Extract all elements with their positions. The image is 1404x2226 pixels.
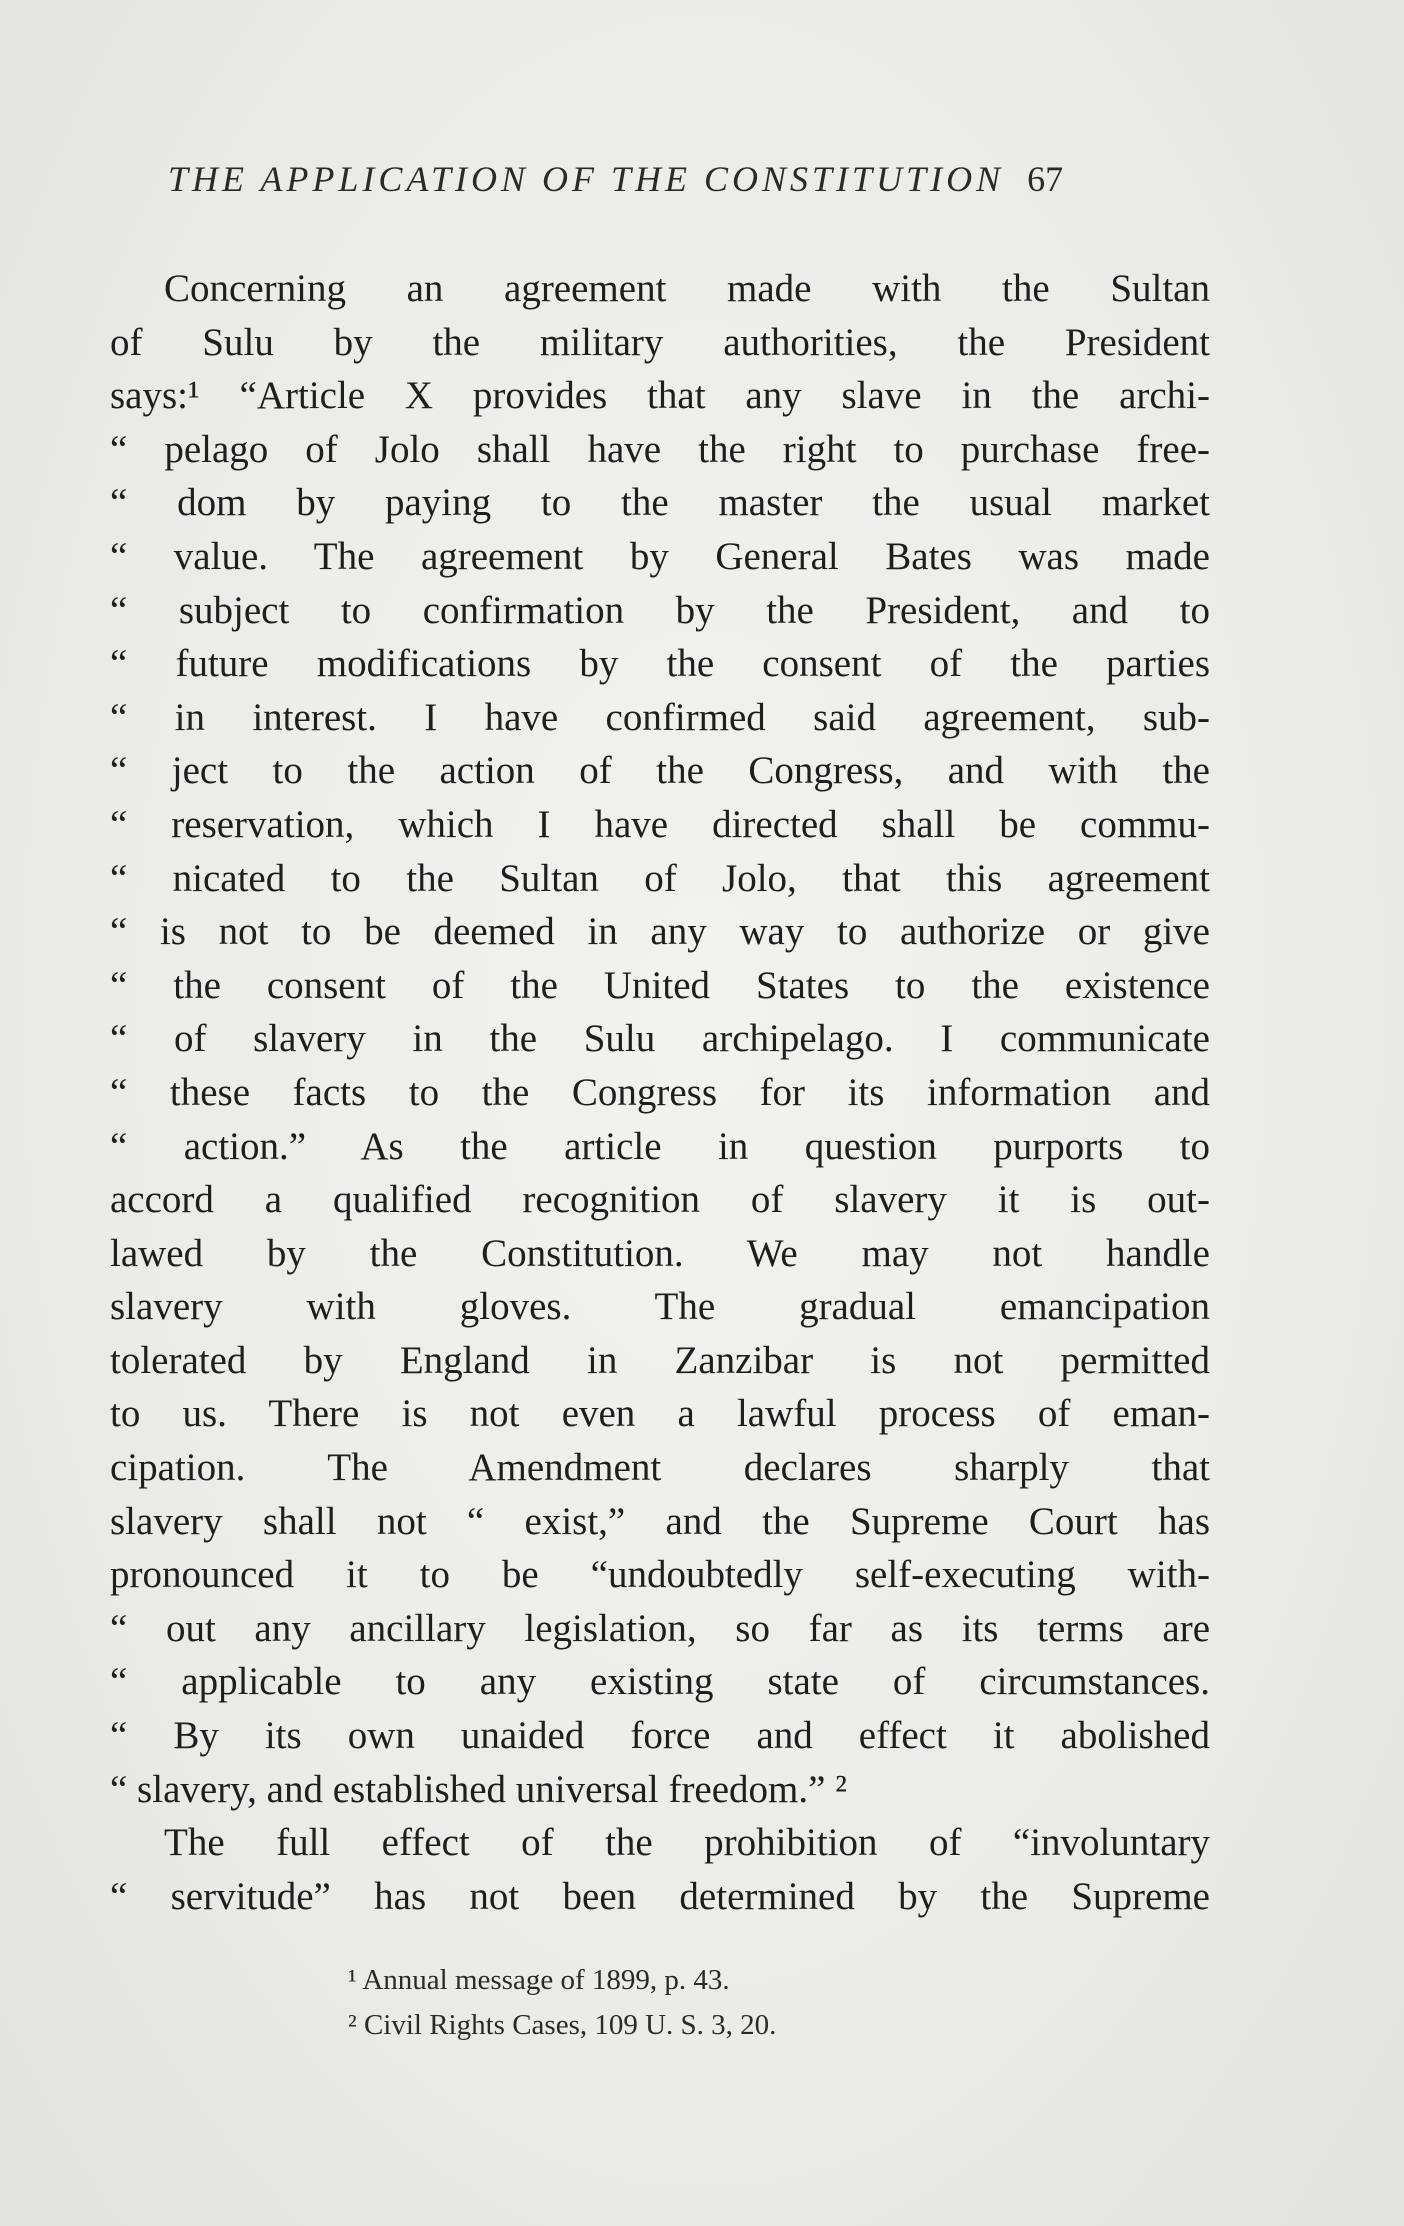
text-line: The full effect of the prohibition of “involuntary [164,1821,1210,1865]
text-line: tolerated by England in Zanzibar is not permitted [110,1338,1210,1382]
text-line: “ future modifications by the consent of the parties [110,642,1210,686]
text-line: “ nicated to the Sultan of Jolo, that this agreement [110,856,1210,900]
body-text [110,262,1210,1923]
text-line: Concerning an agreement made with the Sultan [164,267,1210,310]
running-head [168,158,1208,200]
text-line: to us. There is not even a lawful process of eman- [110,1392,1210,1436]
text-line: says:¹ “Article X provides that any slave in the archi- [110,374,1210,418]
text-line: slavery with gloves. The gradual emancipation [110,1285,1210,1329]
text-line: accord a qualified recognition of slavery it is out- [110,1178,1210,1222]
text-line: pronounced it to be “undoubtedly self-executing with- [110,1553,1210,1597]
text-line: “ pelago of Jolo shall have the right to purchase free- [110,427,1210,471]
footnotes [348,1958,1048,2048]
text-line: “ the consent of the United States to the existence [110,963,1210,1007]
text-line: “ out any ancillary legislation, so far as its terms are [110,1606,1210,1650]
text-line: “ ject to the action of the Congress, and with the [110,749,1210,793]
text-line: “ of slavery in the Sulu archipelago. I communicate [110,1017,1210,1061]
text-line: “ is not to be deemed in any way to authorize or give [110,910,1210,954]
footnote-2: ² Civil Rights Cases, 109 U. S. 3, 20. [348,2009,777,2041]
text-line: “ these facts to the Congress for its information and [110,1070,1210,1114]
running-head-title: THE APPLICATION OF THE CONSTITUTION [168,159,1005,199]
text-line: lawed by the Constitution. We may not handle [110,1231,1210,1275]
page-number: 67 [1027,159,1064,199]
text-line: cipation. The Amendment declares sharply that [110,1446,1210,1490]
text-line: “ subject to confirmation by the President, and to [110,588,1210,632]
text-line: “ in interest. I have confirmed said agreement, sub- [110,695,1210,739]
text-line: “ servitude” has not been determined by the Supreme [110,1874,1210,1918]
text-line: “ By its own unaided force and effect it abolished [110,1714,1210,1758]
footnote-1: ¹ Annual message of 1899, p. 43. [348,1964,730,1996]
text-line: “ value. The agreement by General Bates was made [110,534,1210,578]
text-line: “ slavery, and established universal freedom.” ² [110,1767,847,1811]
text-line: “ action.” As the article in question purports to [110,1124,1210,1168]
text-line: “ dom by paying to the master the usual market [110,481,1210,525]
text-line: slavery shall not “ exist,” and the Supreme Court has [110,1499,1210,1543]
text-line: “ reservation, which I have directed shall be commu- [110,802,1210,846]
text-line: “ applicable to any existing state of circumstances. [110,1660,1210,1704]
text-line: of Sulu by the military authorities, the President [110,320,1210,364]
